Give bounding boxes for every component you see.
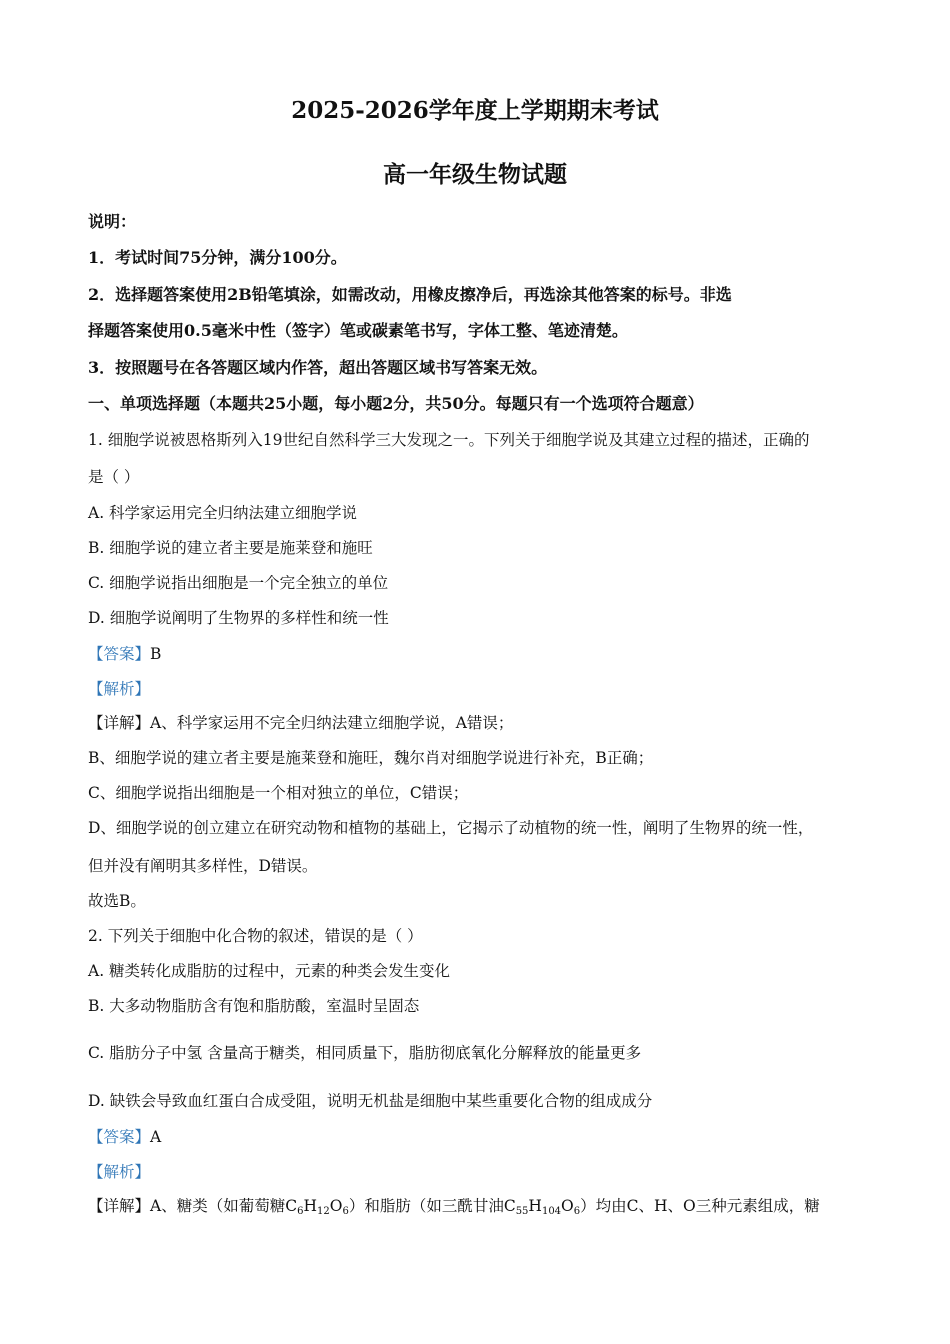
element-symbol: O xyxy=(561,1197,574,1215)
q1-option-d: D. 细胞学说阐明了生物界的多样性和统一性 xyxy=(88,609,389,627)
detail-tag: 【详解】 xyxy=(88,1197,151,1215)
answer-value: B xyxy=(150,645,162,663)
q1-detail-d-line2: 但并没有阐明其多样性，D错误。 xyxy=(88,857,318,875)
detail-text: ）和脂肪（如三酰甘油C xyxy=(348,1197,516,1215)
subscript: 6 xyxy=(297,1206,304,1217)
subscript: 55 xyxy=(515,1206,529,1217)
q1-stem-line1: 1. 细胞学说被恩格斯列入19世纪自然科学三大发现之一。下列关于细胞学说及其建立过程的描述，正确的 xyxy=(88,431,810,449)
element-symbol: H xyxy=(303,1197,317,1215)
q2-stem: 2. 下列关于细胞中化合物的叙述，错误的是（ ） xyxy=(88,927,423,945)
q1-option-b: B. 细胞学说的建立者主要是施莱登和施旺 xyxy=(88,539,373,557)
q1-option-a: A. 科学家运用完全归纳法建立细胞学说 xyxy=(88,504,358,522)
q2-option-d: D. 缺铁会导致血红蛋白合成受阻，说明无机盐是细胞中某些重要化合物的组成成分 xyxy=(88,1092,653,1110)
q1-conclusion: 故选B。 xyxy=(88,892,146,910)
answer-tag: 【答案】 xyxy=(88,1128,151,1146)
q1-detail-a xyxy=(88,712,868,734)
instructions-heading: 说明： xyxy=(88,212,137,231)
q1-detail-c: C、细胞学说指出细胞是一个相对独立的单位，C错误； xyxy=(88,784,469,802)
subscript: 6 xyxy=(342,1206,349,1217)
exam-title: 2025-2026学年度上学期期末考试 xyxy=(291,97,659,124)
answer-value: A xyxy=(150,1128,162,1146)
element-symbol: O xyxy=(329,1197,343,1215)
detail-text: A、科学家运用不完全归纳法建立细胞学说，A错误； xyxy=(150,714,514,732)
instruction-item-3: 3．按照题号在各答题区域内作答，超出答题区域书写答案无效。 xyxy=(88,358,548,377)
section-heading: 一、单项选择题（本题共25小题，每小题2分，共50分。每题只有一个选项符合题意） xyxy=(88,394,704,413)
instruction-item-2-line2: 择题答案使用0.5毫米中性（签字）笔或碳素笔书写，字体工整、笔迹清楚。 xyxy=(88,321,628,340)
q1-analysis-tag: 【解析】 xyxy=(88,680,151,698)
q1-stem-line2: 是（ ） xyxy=(88,468,140,486)
q2-option-c: C. 脂肪分子中氢 含量高于糖类，相同质量下，脂肪彻底氧化分解释放的能量更多 xyxy=(88,1044,642,1062)
subscript: 12 xyxy=(316,1206,330,1217)
exam-subtitle: 高一年级生物试题 xyxy=(383,161,567,188)
answer-tag: 【答案】 xyxy=(88,645,151,663)
q2-answer xyxy=(88,1126,868,1148)
q2-option-a: A. 糖类转化成脂肪的过程中，元素的种类会发生变化 xyxy=(88,962,451,980)
subscript: 104 xyxy=(541,1206,562,1217)
q1-detail-d-line1: D、细胞学说的创立建立在研究动物和植物的基础上，它揭示了动植物的统一性，阐明了生物界的统一性， xyxy=(88,819,814,837)
instruction-item-2-line1: 2．选择题答案使用2B铅笔填涂，如需改动，用橡皮擦净后，再选涂其他答案的标号。非选 xyxy=(88,285,732,304)
element-symbol: H xyxy=(528,1197,542,1215)
q1-answer xyxy=(88,643,868,665)
detail-text: ）均由C、H、O三种元素组成，糖 xyxy=(580,1197,820,1215)
detail-text: A、糖类（如葡萄糖C xyxy=(150,1197,298,1215)
q1-option-c: C. 细胞学说指出细胞是一个完全独立的单位 xyxy=(88,574,389,592)
subscript: 6 xyxy=(573,1206,581,1217)
q1-detail-b: B、细胞学说的建立者主要是施莱登和施旺，魏尔肖对细胞学说进行补充，B正确； xyxy=(88,749,654,767)
detail-tag: 【详解】 xyxy=(88,714,151,732)
instruction-item-1: 1．考试时间75分钟，满分100分。 xyxy=(88,248,347,267)
q2-detail-a xyxy=(88,1195,868,1223)
q2-analysis-tag: 【解析】 xyxy=(88,1163,151,1181)
q2-option-b: B. 大多动物脂肪含有饱和脂肪酸，室温时呈固态 xyxy=(88,997,420,1015)
